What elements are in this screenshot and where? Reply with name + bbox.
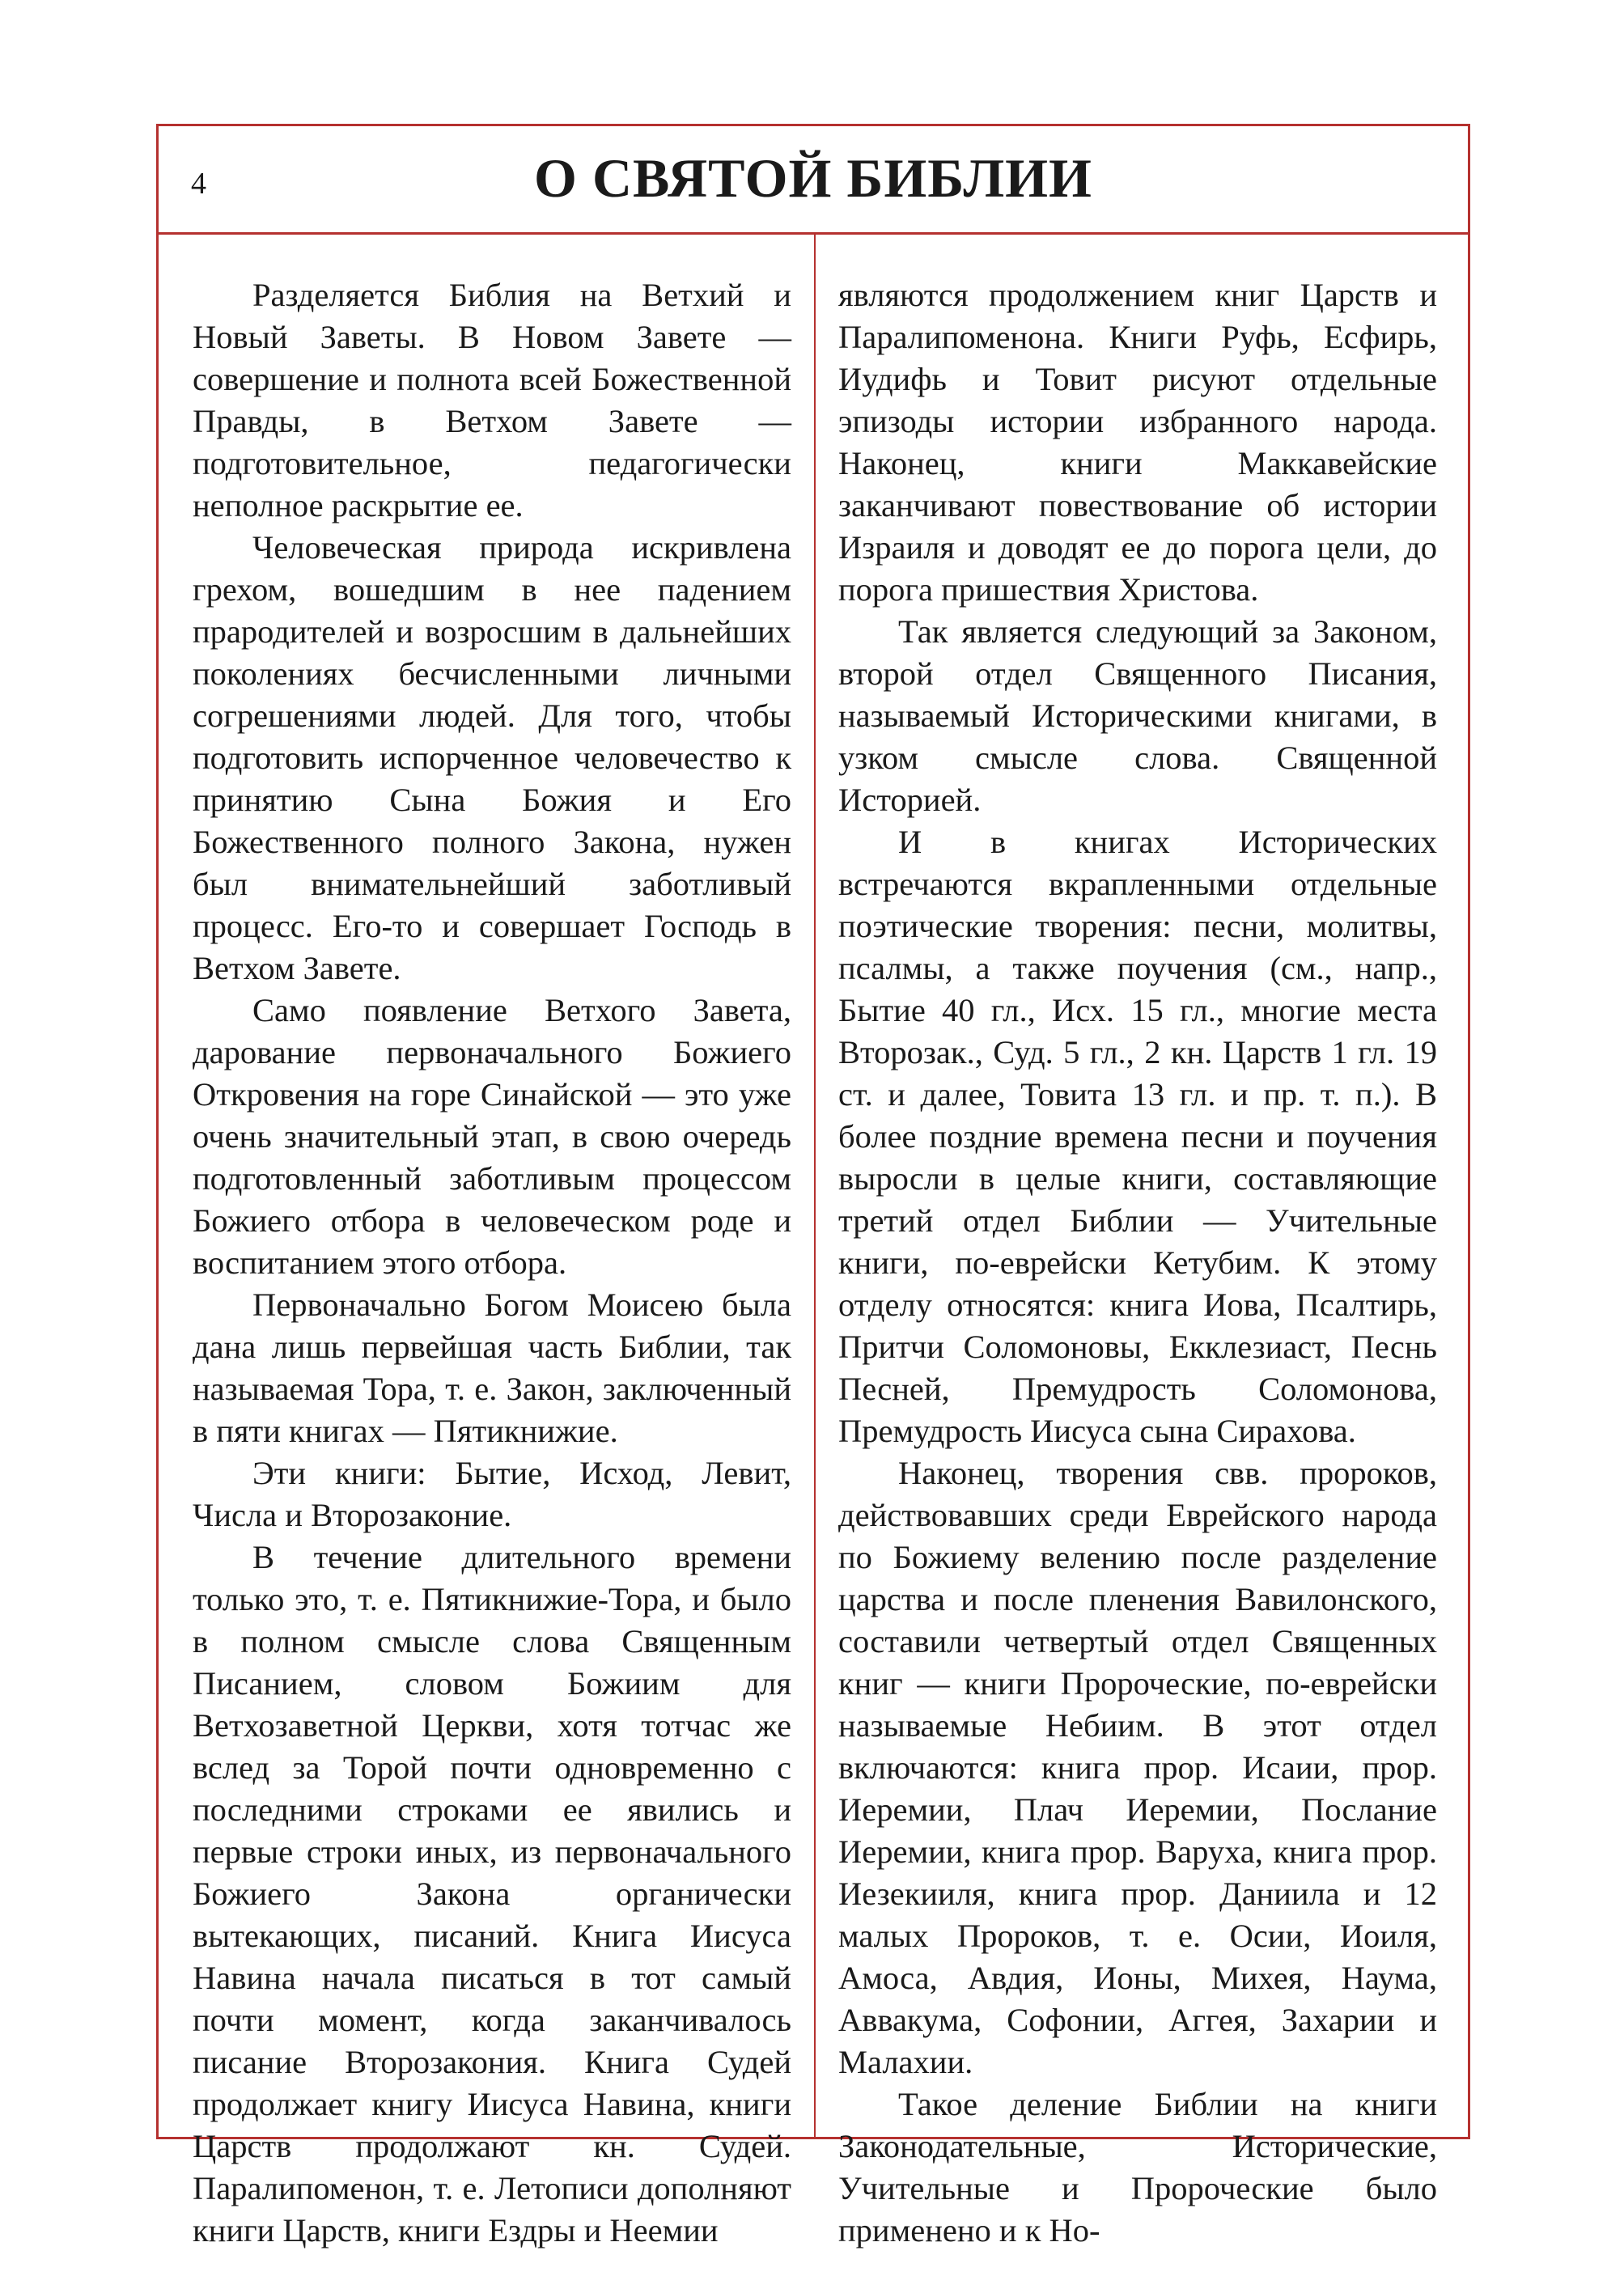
right-column <box>838 274 1437 2252</box>
paragraph: Само появление Ветхого Завета, дарование первоначального Божиего Откровения на горе Синайской — это уже очень значительный этап, в свою очередь подготовленный заботливым процессом Божиего отбора в человеческом роде и воспитанием этого отбора. <box>193 992 791 1281</box>
paragraph: И в книгах Исторических встречаются вкрапленными отдельные поэтические творения: песни, молитвы, псалмы, а также поучения (см., напр., Бытие 40 гл., Исх. 15 гл., многие места Второзак., Суд. 5 гл., 2 кн. Царств 1 гл. 19 ст. и далее, Товита 13 гл. и пр. т. п.). В более поздние времена песни и поучения выросли в целые книги, составляющие третий отдел Библии — Учительные книги, по-еврейски Кетубим. К этому отделу относятся: книга Иова, Псалтирь, Притчи Соломоновы, Екклезиаст, Песнь Песней, Премудрость Соломонова, Премудрость Иисуса сына Сирахова. <box>838 824 1437 1449</box>
column-divider <box>814 235 816 2137</box>
paragraph: Эти книги: Бытие, Исход, Левит, Числа и Второзаконие. <box>193 1455 791 1533</box>
paragraph: Человеческая природа искривлена грехом, вошедшим в нее падением прародителей и возросшим в дальнейших поколениях бесчисленными личными согрешениями людей. Для того, чтобы подготовить испорченное человечество к принятию Сына Божия и Его Божественного полного Закона, нужен был внимательнейший заботливый процесс. Его-то и совершает Господь в Ветхом Завете. <box>193 529 791 986</box>
paragraph-continued: являются продолжением книг Царств и Паралипоменона. Книги Руфь, Есфирь, Иудифь и Товит рисуют отдельные эпизоды истории избранного народа. Наконец, книги Маккавейские заканчивают повествование об истории Израиля и доводят ее до порога цели, до порога пришествия Христова. <box>838 277 1437 608</box>
page-header <box>159 126 1468 235</box>
page-frame <box>156 124 1470 2248</box>
paragraph: Так является следующий за Законом, второй отдел Священного Писания, называемый Историческими книгами, в узком смысле слова. Священной Историей. <box>838 613 1437 818</box>
paragraph: Первоначально Богом Моисею была дана лишь первейшая часть Библии, так называемая Тора, т. е. Закон, заключенный в пяти книгах — Пятикнижие. <box>193 1286 791 1449</box>
paragraph: Наконец, творения свв. пророков, действовавших среди Еврейского народа по Божиему велению после разделение царства и после пленения Вавилонского, составили четвертый отдел Священных книг — книги Пророческие, по-еврейски называемые Небиим. В этот отдел включаются: книга прор. Исаии, прор. Иеремии, Плач Иеремии, Послание Иеремии, книга прор. Варуха, книга прор. Иезекииля, книга прор. Даниила и 12 малых Пророков, т. е. Осии, Иоиля, Амоса, Авдия, Ионы, Михея, Наума, Аввакума, Софонии, Аггея, Захарии и Малахии. <box>838 1455 1437 2080</box>
left-column <box>193 274 791 2252</box>
paragraph: В течение длительного времени только это, т. е. Пятикнижие-Тора, и было в полном смысле слова Священным Писанием, словом Божиим для Ветхозаветной Церкви, хотя тотчас же вслед за Торой почти одновременно с последними строками ее явились и первые строки иных, из первоначального Божиего Закона органически вытекающих, писаний. Книга Иисуса Навина начала писаться в тот самый почти момент, когда заканчивалось писание Второзакония. Книга Судей продолжает книгу Иисуса Навина, книги Царств продолжают кн. Судей. Паралипоменон, т. е. Летописи дополняют книги Царств, книги Ездры и Неемии <box>193 1539 791 2248</box>
page-title: О СВЯТОЙ БИБЛИИ <box>534 147 1092 209</box>
page-number: 4 <box>191 167 206 201</box>
paragraph: Разделяется Библия на Ветхий и Новый Заветы. В Новом Завете — совершение и полнота всей Божественной Правды, в Ветхом Завете — подготовительное, педагогически неполное раскрытие ее. <box>193 277 791 523</box>
paragraph: Такое деление Библии на книги Законодательные, Исторические, Учительные и Пророческие было применено и к Но- <box>838 2086 1437 2248</box>
